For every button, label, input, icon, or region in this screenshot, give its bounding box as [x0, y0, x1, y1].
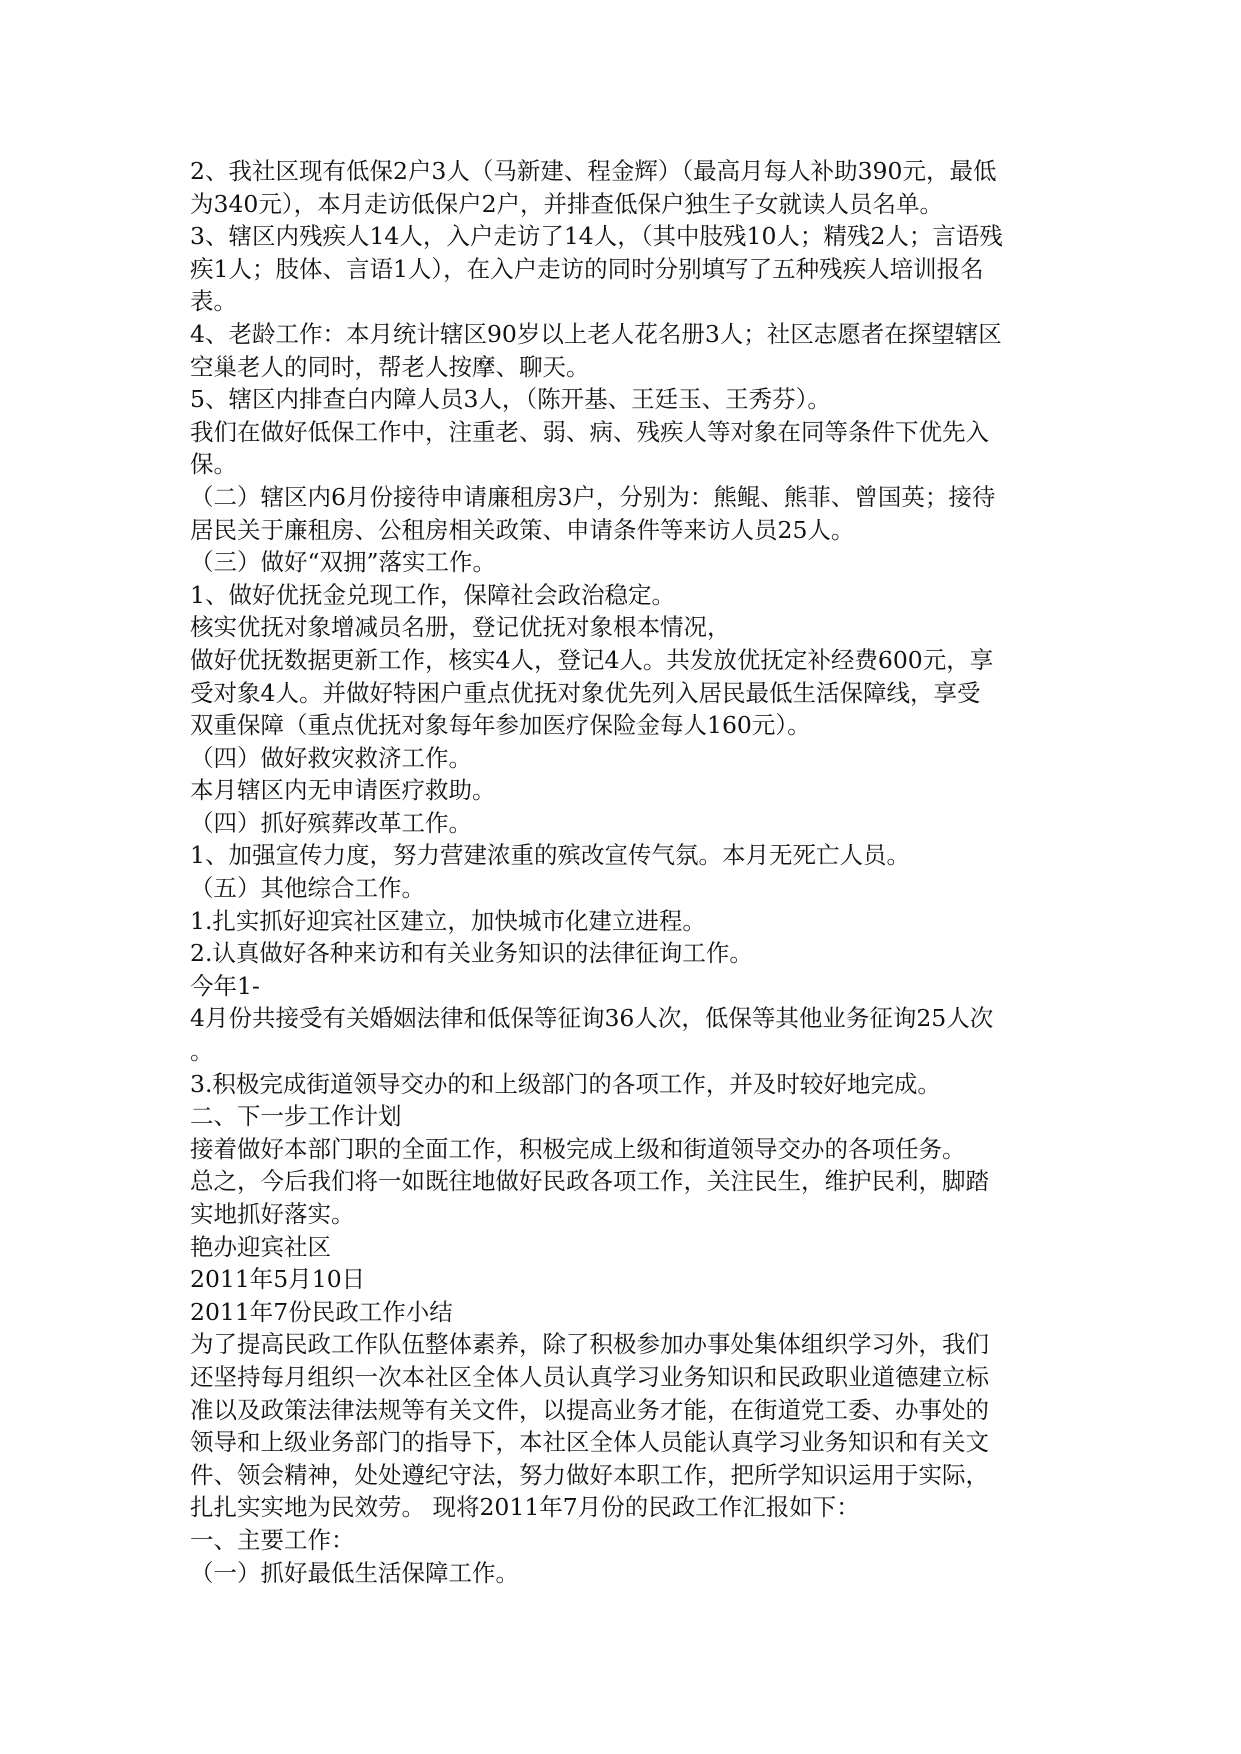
text-line: 居民关于廉租房、公租房相关政策、申请条件等来访人员25人。: [190, 515, 855, 544]
text-line: 2、我社区现有低保2户3人（马新建、程金辉）（最高月每人补助390元，最低: [190, 157, 997, 185]
text-line: 做好优抚数据更新工作，核实4人，登记4人。共发放优抚定补经费600元，享: [190, 645, 994, 674]
text-line: 受对象4人。并做好特困户重点优抚对象优先列入居民最低生活保障线，享受: [190, 678, 981, 707]
text-line: 3、辖区内残疾人14人，入户走访了14人，（其中肢残10人；精残2人；言语残: [190, 222, 1003, 251]
text-line: 保。: [190, 450, 237, 479]
text-line: 1.扎实抓好迎宾社区建立，加快城市化建立进程。: [190, 906, 706, 935]
text-line: （四）做好救灾救济工作。: [190, 743, 472, 772]
text-line: （四）抓好殡葬改革工作。: [190, 808, 472, 837]
text-line: 接着做好本部门职的全面工作，积极完成上级和街道领导交办的各项任务。: [190, 1134, 966, 1163]
text-line: 1、加强宣传力度，努力营建浓重的殡改宣传气氛。本月无死亡人员。: [190, 841, 910, 870]
text-line: 实地抓好落实。: [190, 1200, 355, 1228]
document-body: [190, 155, 1050, 1589]
text-line: 艳办迎宾社区: [190, 1232, 331, 1261]
text-line: 还坚持每月组织一次本社区全体人员认真学习业务知识和民政职业道德建立标: [190, 1362, 989, 1391]
text-line: 2.认真做好各种来访和有关业务知识的法律征询工作。: [190, 939, 753, 968]
text-line: 核实优抚对象增减员名册，登记优抚对象根本情况，: [190, 613, 731, 642]
text-line: 表。: [190, 287, 237, 316]
text-line: （一）抓好最低生活保障工作。: [190, 1558, 519, 1587]
text-line: 空巢老人的同时，帮老人按摩、聊天。: [190, 352, 590, 381]
text-line: 扎扎实实地为民效劳。 现将2011年7月份的民政工作汇报如下：: [190, 1493, 860, 1522]
text-line: 本月辖区内无申请医疗救助。: [190, 776, 496, 805]
text-line: 我们在做好低保工作中，注重老、弱、病、残疾人等对象在同等条件下优先入: [190, 417, 989, 446]
text-line: （二）辖区内6月份接待申请廉租房3户，分别为：熊鲲、熊菲、曾国英；接待: [190, 482, 996, 511]
text-line: 4、老龄工作：本月统计辖区90岁以上老人花名册3人；社区志愿者在探望辖区: [190, 319, 1002, 348]
text-line: 件、领会精神，处处遵纪守法，努力做好本职工作，把所学知识运用于实际，: [190, 1460, 989, 1489]
text-line: 3.积极完成街道领导交办的和上级部门的各项工作，并及时较好地完成。: [190, 1069, 941, 1098]
text-line: 4月份共接受有关婚姻法律和低保等征询36人次，低保等其他业务征询25人次: [190, 1004, 994, 1033]
text-line: 1、做好优抚金兑现工作，保障社会政治稳定。: [190, 580, 675, 609]
text-line: 。: [190, 1037, 214, 1066]
text-line: 疾1人；肢体、言语1人），在入户走访的同时分别填写了五种残疾人培训报名: [190, 254, 984, 283]
text-line: （五）其他综合工作。: [190, 874, 425, 903]
text-line: 5、辖区内排查白内障人员3人，（陈开基、王廷玉、王秀芬）。: [190, 385, 831, 414]
text-line: （三）做好“双拥”落实工作。: [190, 548, 497, 577]
text-line: 双重保障（重点优抚对象每年参加医疗保险金每人160元）。: [190, 711, 811, 740]
text-line: 总之，今后我们将一如既往地做好民政各项工作，关注民生，维护民利，脚踏: [190, 1167, 989, 1196]
text-line: 2011年5月10日: [190, 1265, 366, 1294]
text-line: 一、主要工作：: [190, 1525, 355, 1554]
text-line: 为了提高民政工作队伍整体素养，除了积极参加办事处集体组织学习外，我们: [190, 1330, 989, 1359]
text-line: 准以及政策法律法规等有关文件，以提高业务才能，在街道党工委、办事处的: [190, 1395, 989, 1424]
text-line: 领导和上级业务部门的指导下，本社区全体人员能认真学习业务知识和有关文: [190, 1428, 989, 1457]
text-line: 2011年7份民政工作小结: [190, 1297, 453, 1326]
text-line: 为340元），本月走访低保户2户，并排查低保户独生子女就读人员名单。: [190, 189, 944, 218]
text-line: 今年1-: [190, 971, 260, 1000]
text-line: 二、下一步工作计划: [190, 1102, 402, 1131]
